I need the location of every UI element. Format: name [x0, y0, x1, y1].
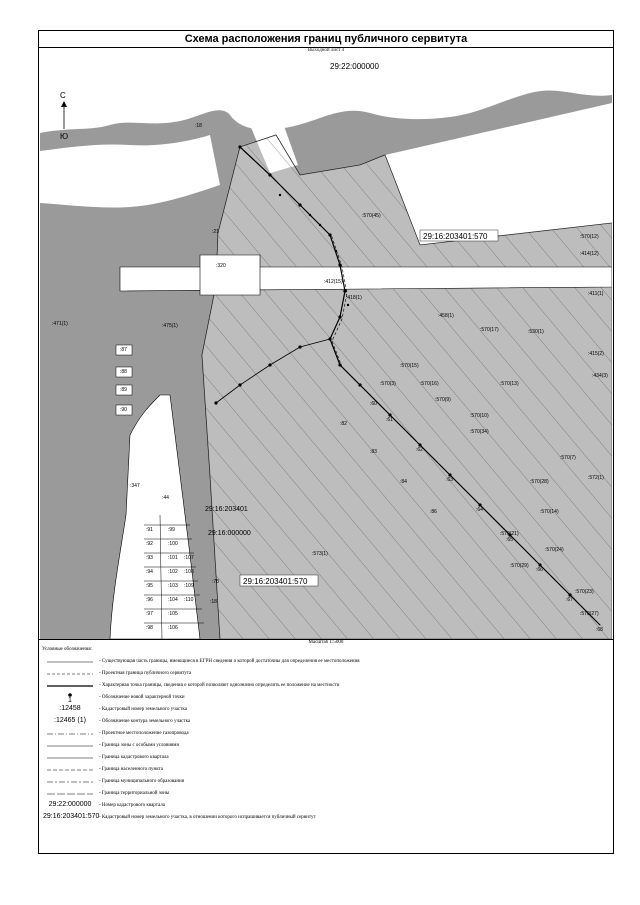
point-label: :107	[184, 555, 194, 561]
legend-text: - Граница населенного пункта	[99, 767, 164, 772]
point-label: :109	[184, 583, 194, 589]
legend-symbol: 29:16:203401:570	[43, 813, 100, 820]
point-label: :347	[130, 483, 140, 489]
point-label: :475(1)	[162, 323, 178, 329]
point-label: :570(21)	[500, 531, 519, 537]
point-label: :530(1)	[528, 329, 544, 335]
point-label: :103	[168, 583, 178, 589]
point-label: :570(16)	[420, 381, 439, 387]
point-label: :104	[168, 597, 178, 603]
legend-row-settlement-boundary	[43, 764, 603, 776]
point-label: :105	[168, 611, 178, 617]
point-label: :63	[446, 477, 453, 483]
compass-north: С	[60, 91, 66, 100]
point-label: :570(15)	[400, 363, 419, 369]
point-label: :99	[168, 527, 175, 533]
point-label: :471(1)	[52, 321, 68, 327]
point-label: :18	[195, 123, 202, 129]
point-label: :110	[184, 597, 194, 603]
legend-text: - Кадастровый номер земельного участка, в отношении которого испрашивается публичный сервитут	[99, 815, 316, 820]
point-label: :68	[596, 627, 603, 633]
point-label: :87	[120, 347, 127, 353]
legend-text: - Проектное местоположение газопровода	[99, 731, 189, 736]
quarter-boundary-symbol	[43, 752, 97, 764]
point-label: :18	[210, 599, 217, 605]
point-label: :67	[566, 597, 573, 603]
legend-symbol: 29:22:000000	[48, 801, 92, 808]
point-label: :412(15)	[324, 279, 343, 285]
legend-symbol: :12465 (1)	[54, 717, 86, 724]
legend-text: - Граница зоны с особыми условиями	[99, 743, 180, 748]
point-label: :570(10)	[470, 413, 489, 419]
legend-text: - Номер кадастрового квартала	[99, 803, 165, 808]
point-label: :65	[506, 537, 513, 543]
quarter-label-1: 29:16:203401	[205, 506, 248, 513]
road-junction	[200, 255, 260, 295]
settlement-boundary-symbol	[43, 764, 97, 776]
point-label: :458(1)	[438, 313, 454, 319]
point-label: :570(12)	[580, 234, 599, 240]
legend-row-cadastral-number	[43, 704, 603, 716]
page-title: Схема расположения границ публичного сервитута	[184, 33, 468, 45]
point-label: :86	[430, 509, 437, 515]
point-label: :570(45)	[362, 213, 381, 219]
point-label: :64	[476, 507, 483, 513]
legend-symbol: :12458	[59, 705, 81, 712]
legend-row-contour	[43, 716, 603, 728]
point-label: :21	[212, 229, 219, 235]
map-scale: Масштаб 1:5000	[308, 640, 344, 645]
point-label: :570(17)	[480, 327, 499, 333]
point-label: :570(27)	[580, 611, 599, 617]
point-label: :66	[536, 567, 543, 573]
point-label: :570(9)	[435, 397, 451, 403]
point-label: :570(14)	[540, 509, 559, 515]
point-label: :93	[146, 555, 153, 561]
point-label: :570(24)	[545, 547, 564, 553]
point-label: :411(1)	[588, 291, 604, 297]
point-label: :82	[340, 421, 347, 427]
legend-row-quarter-number	[43, 800, 603, 812]
point-label: :94	[146, 569, 153, 575]
map-canvas[interactable]	[40, 55, 612, 639]
point-label: :60	[370, 401, 377, 407]
point-label: :97	[146, 611, 153, 617]
point-label: :418(1)	[346, 295, 362, 301]
point-label: :90	[120, 407, 127, 413]
point-label: :570(29)	[510, 563, 529, 569]
point-label: :415(2)	[588, 351, 604, 357]
legend-symbol: 1	[68, 697, 72, 704]
characteristic-point-symbol	[43, 680, 97, 692]
point-label: :100	[168, 541, 178, 547]
legend-text: - Обозначение новой характерной точки	[99, 695, 185, 700]
point-label: :573(1)	[312, 551, 328, 557]
legend-text: - Кадастровый номер земельного участка	[99, 707, 187, 712]
map-sheet	[38, 30, 614, 854]
point-label: :91	[146, 527, 153, 533]
servitude-boundary-symbol	[43, 668, 97, 680]
existing-boundary-symbol	[43, 656, 97, 668]
point-label: :102	[168, 569, 178, 575]
point-label: :108	[184, 569, 194, 575]
territorial-zone-symbol	[43, 788, 97, 800]
point-label: :320	[216, 263, 226, 269]
point-label: :101	[168, 555, 178, 561]
point-label: :570(23)	[575, 589, 594, 595]
compass-south: Ю	[60, 132, 69, 141]
point-label: :95	[146, 583, 153, 589]
quarter-number-top: 29:22:000000	[330, 62, 379, 71]
map-svg	[40, 55, 612, 639]
point-label: :572(1)	[588, 475, 604, 481]
parcel-label-bottom: 29:16:203401:570	[243, 577, 308, 586]
point-label: :434(3)	[592, 373, 608, 379]
quarter-label-2: 29:16:000000	[208, 530, 251, 537]
point-label: :570(13)	[500, 381, 519, 387]
gas-pipeline-symbol	[43, 728, 97, 740]
legend-text: - Граница муниципального образования	[99, 779, 185, 784]
legend-text: - Граница кадастрового квартала	[99, 755, 169, 760]
point-label: :78	[212, 579, 219, 585]
point-label: :106	[168, 625, 178, 631]
municipal-boundary-symbol	[43, 776, 97, 788]
point-label: :570(28)	[530, 479, 549, 485]
legend-row-quarter-boundary	[43, 752, 603, 764]
legend-text: - Обозначение контура земельного участка	[99, 719, 191, 724]
special-zone-symbol	[43, 740, 97, 752]
legend-row-servitude-parcel	[43, 812, 603, 824]
legend-title: Условные обозначения:	[42, 647, 93, 652]
legend-row-existing-boundary	[43, 656, 603, 668]
point-label: :92	[146, 541, 153, 547]
legend-row-new-point	[43, 692, 603, 704]
parcel-label-right: 29:16:203401:570	[423, 232, 488, 241]
point-label: :570(7)	[560, 455, 576, 461]
point-label: :44	[162, 495, 169, 501]
point-label: :89	[120, 387, 127, 393]
legend-text: - Существующая часть границы, имеющиеся в ЕГРН сведения о которой достаточны для определения ее местоположения	[99, 659, 360, 664]
legend-row-characteristic-point	[43, 680, 603, 692]
point-label: :88	[120, 369, 127, 375]
point-label: :62	[416, 447, 423, 453]
legend-row-territorial-zone	[43, 788, 603, 800]
road-band	[120, 267, 612, 291]
legend-text: - Характерная точка границы, сведения о которой позволяют однозначно определить ее положение на местности	[99, 683, 340, 688]
point-label: :83	[370, 449, 377, 455]
point-label: :96	[146, 597, 153, 603]
legend-text: - Граница территориальной зоны	[99, 791, 170, 796]
legend-text: - Проектная граница публичного сервитута	[99, 671, 192, 676]
point-label: :570(3)	[380, 381, 396, 387]
legend-row-municipal-boundary	[43, 776, 603, 788]
point-label: :570(34)	[470, 429, 489, 435]
point-label: :61	[386, 417, 393, 423]
legend-row-gas-pipeline	[43, 728, 603, 740]
point-label: :84	[400, 479, 407, 485]
legend-row-special-zone	[43, 740, 603, 752]
sheet-label: Выходной лист 4	[307, 48, 345, 53]
point-label: :414(12)	[580, 251, 599, 257]
point-label: :98	[146, 625, 153, 631]
legend-row-servitude-boundary	[43, 668, 603, 680]
